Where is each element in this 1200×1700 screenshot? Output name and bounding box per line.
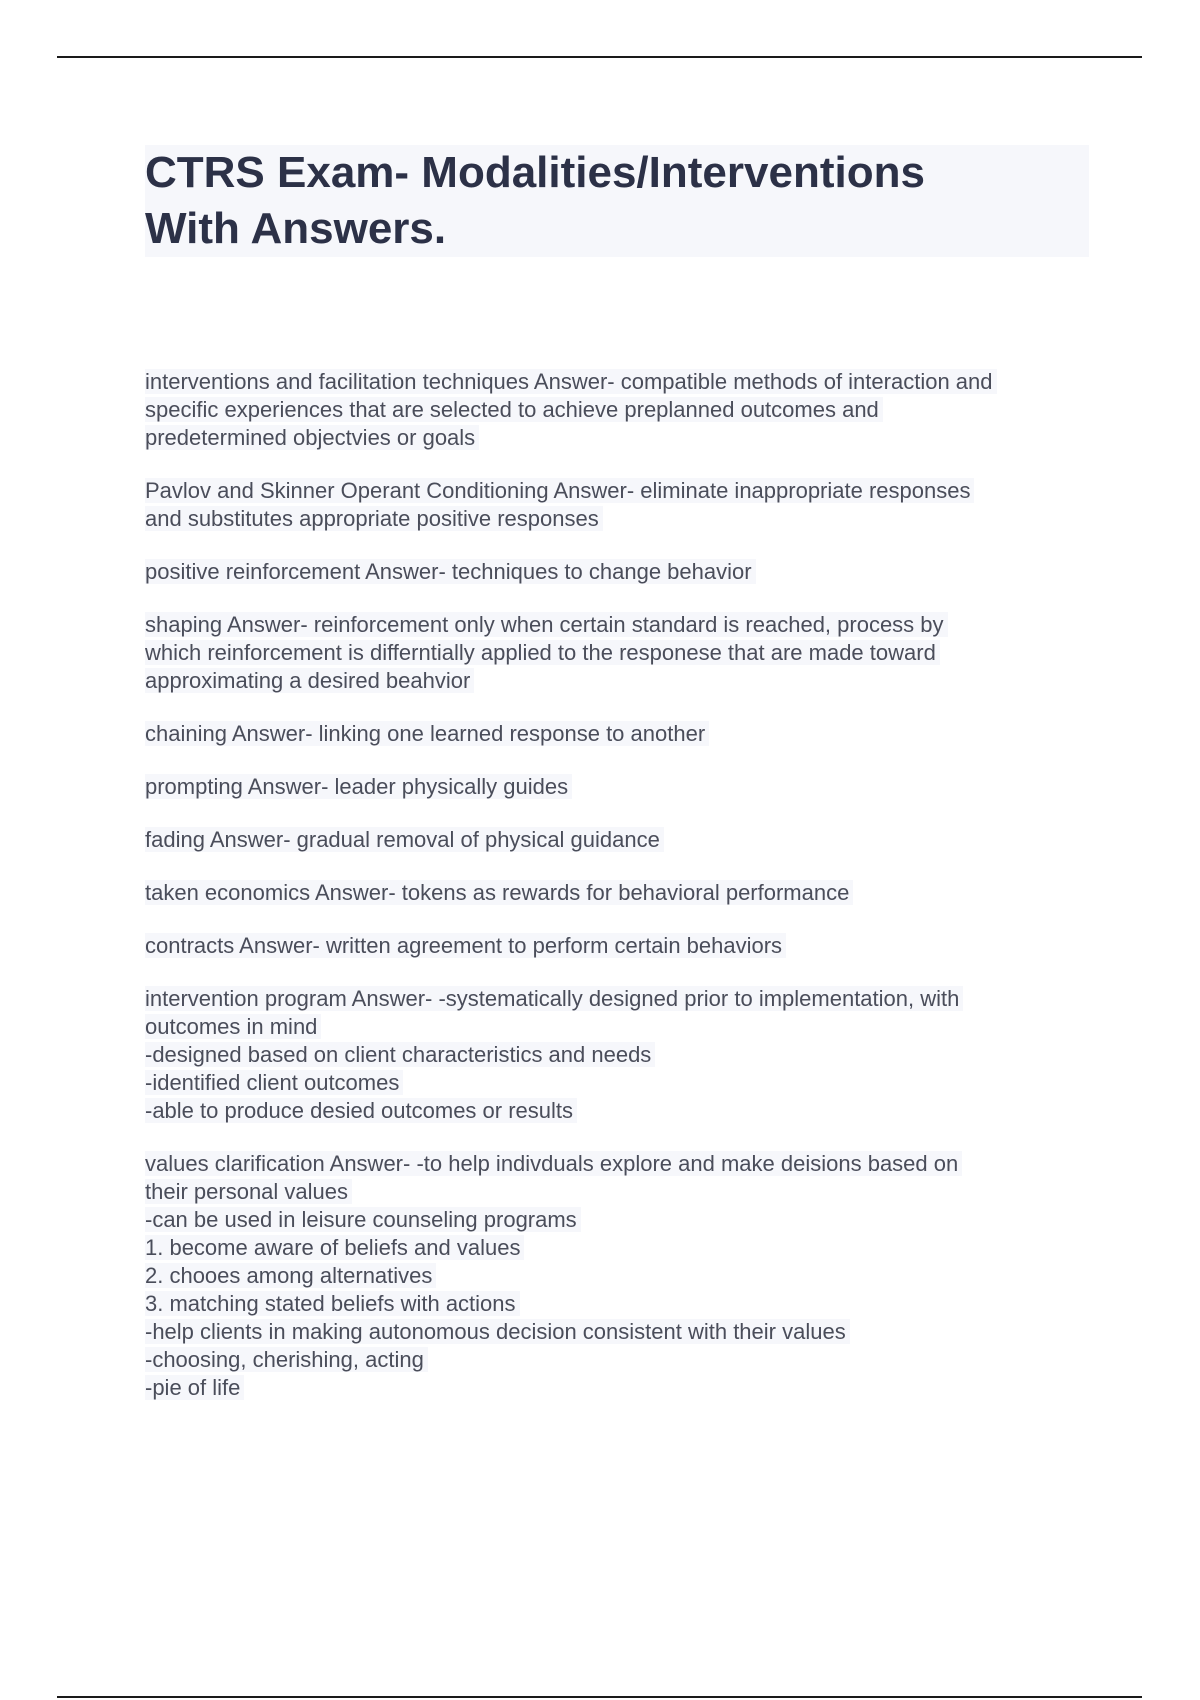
qa-line-text: chaining Answer- linking one learned response to another bbox=[145, 721, 709, 746]
qa-line-text: specific experiences that are selected to achieve preplanned outcomes and bbox=[145, 397, 883, 422]
qa-question-line bbox=[145, 1150, 1095, 1178]
qa-answer-line bbox=[145, 396, 1095, 424]
qa-question-line bbox=[145, 477, 1095, 505]
qa-answer-line bbox=[145, 1178, 1095, 1206]
qa-question-line bbox=[145, 879, 1095, 907]
qa-answer-line bbox=[145, 639, 1095, 667]
qa-list bbox=[145, 368, 1095, 1427]
qa-answer-line bbox=[145, 1346, 1095, 1374]
qa-line-text: predetermined objectvies or goals bbox=[145, 425, 479, 450]
qa-entry bbox=[145, 558, 1095, 586]
qa-question-line bbox=[145, 720, 1095, 748]
qa-entry bbox=[145, 477, 1095, 533]
qa-answer-line bbox=[145, 667, 1095, 695]
title-line: CTRS Exam- Modalities/Interventions bbox=[145, 148, 925, 197]
qa-line-text: 1. become aware of beliefs and values bbox=[145, 1235, 524, 1260]
qa-answer-line bbox=[145, 1318, 1095, 1346]
qa-line-text: outcomes in mind bbox=[145, 1014, 321, 1039]
qa-line-text: 3. matching stated beliefs with actions bbox=[145, 1291, 520, 1316]
qa-answer-line bbox=[145, 1097, 1095, 1125]
qa-answer-line bbox=[145, 1374, 1095, 1402]
qa-answer-line bbox=[145, 1069, 1095, 1097]
title-block bbox=[145, 145, 1089, 257]
qa-line-text: -help clients in making autonomous decision consistent with their values bbox=[145, 1319, 850, 1344]
qa-entry bbox=[145, 879, 1095, 907]
qa-question-line bbox=[145, 826, 1095, 854]
qa-line-text: positive reinforcement Answer- techniques to change behavior bbox=[145, 559, 756, 584]
qa-line-text: shaping Answer- reinforcement only when certain standard is reached, process by bbox=[145, 612, 948, 637]
qa-entry bbox=[145, 1150, 1095, 1402]
qa-entry bbox=[145, 932, 1095, 960]
qa-line-text: -can be used in leisure counseling programs bbox=[145, 1207, 581, 1232]
qa-question-line bbox=[145, 985, 1095, 1013]
qa-answer-line bbox=[145, 1290, 1095, 1318]
qa-line-text: -able to produce desied outcomes or results bbox=[145, 1098, 577, 1123]
qa-answer-line bbox=[145, 424, 1095, 452]
qa-line-text: interventions and facilitation techniques Answer- compatible methods of interaction and bbox=[145, 369, 997, 394]
qa-line-text: -choosing, cherishing, acting bbox=[145, 1347, 428, 1372]
qa-line-text: 2. chooes among alternatives bbox=[145, 1263, 436, 1288]
bottom-rule bbox=[57, 1696, 1142, 1698]
qa-answer-line bbox=[145, 1041, 1095, 1069]
qa-answer-line bbox=[145, 1262, 1095, 1290]
qa-line-text: prompting Answer- leader physically guides bbox=[145, 774, 572, 799]
qa-answer-line bbox=[145, 1206, 1095, 1234]
title-line: With Answers. bbox=[145, 204, 447, 253]
qa-question-line bbox=[145, 558, 1095, 586]
page-title bbox=[145, 145, 1089, 257]
qa-entry bbox=[145, 611, 1095, 695]
qa-question-line bbox=[145, 932, 1095, 960]
qa-entry bbox=[145, 773, 1095, 801]
qa-entry bbox=[145, 368, 1095, 452]
qa-line-text: fading Answer- gradual removal of physical guidance bbox=[145, 827, 664, 852]
qa-line-text: approximating a desired beahvior bbox=[145, 668, 474, 693]
qa-question-line bbox=[145, 773, 1095, 801]
qa-answer-line bbox=[145, 1234, 1095, 1262]
qa-question-line bbox=[145, 368, 1095, 396]
qa-answer-line bbox=[145, 505, 1095, 533]
qa-entry bbox=[145, 826, 1095, 854]
qa-line-text: -pie of life bbox=[145, 1375, 244, 1400]
qa-line-text: Pavlov and Skinner Operant Conditioning Answer- eliminate inappropriate responses bbox=[145, 478, 974, 503]
qa-line-text: intervention program Answer- -systematically designed prior to implementation, with bbox=[145, 986, 963, 1011]
qa-line-text: -designed based on client characteristics and needs bbox=[145, 1042, 655, 1067]
qa-question-line bbox=[145, 611, 1095, 639]
qa-line-text: contracts Answer- written agreement to perform certain behaviors bbox=[145, 933, 786, 958]
qa-line-text: which reinforcement is differntially applied to the responese that are made toward bbox=[145, 640, 940, 665]
qa-entry bbox=[145, 985, 1095, 1125]
qa-line-text: values clarification Answer- -to help indivduals explore and make deisions based on bbox=[145, 1151, 962, 1176]
qa-entry bbox=[145, 720, 1095, 748]
qa-answer-line bbox=[145, 1013, 1095, 1041]
qa-line-text: -identified client outcomes bbox=[145, 1070, 403, 1095]
qa-line-text: their personal values bbox=[145, 1179, 352, 1204]
top-rule bbox=[57, 56, 1142, 58]
qa-line-text: taken economics Answer- tokens as rewards for behavioral performance bbox=[145, 880, 853, 905]
qa-line-text: and substitutes appropriate positive responses bbox=[145, 506, 603, 531]
